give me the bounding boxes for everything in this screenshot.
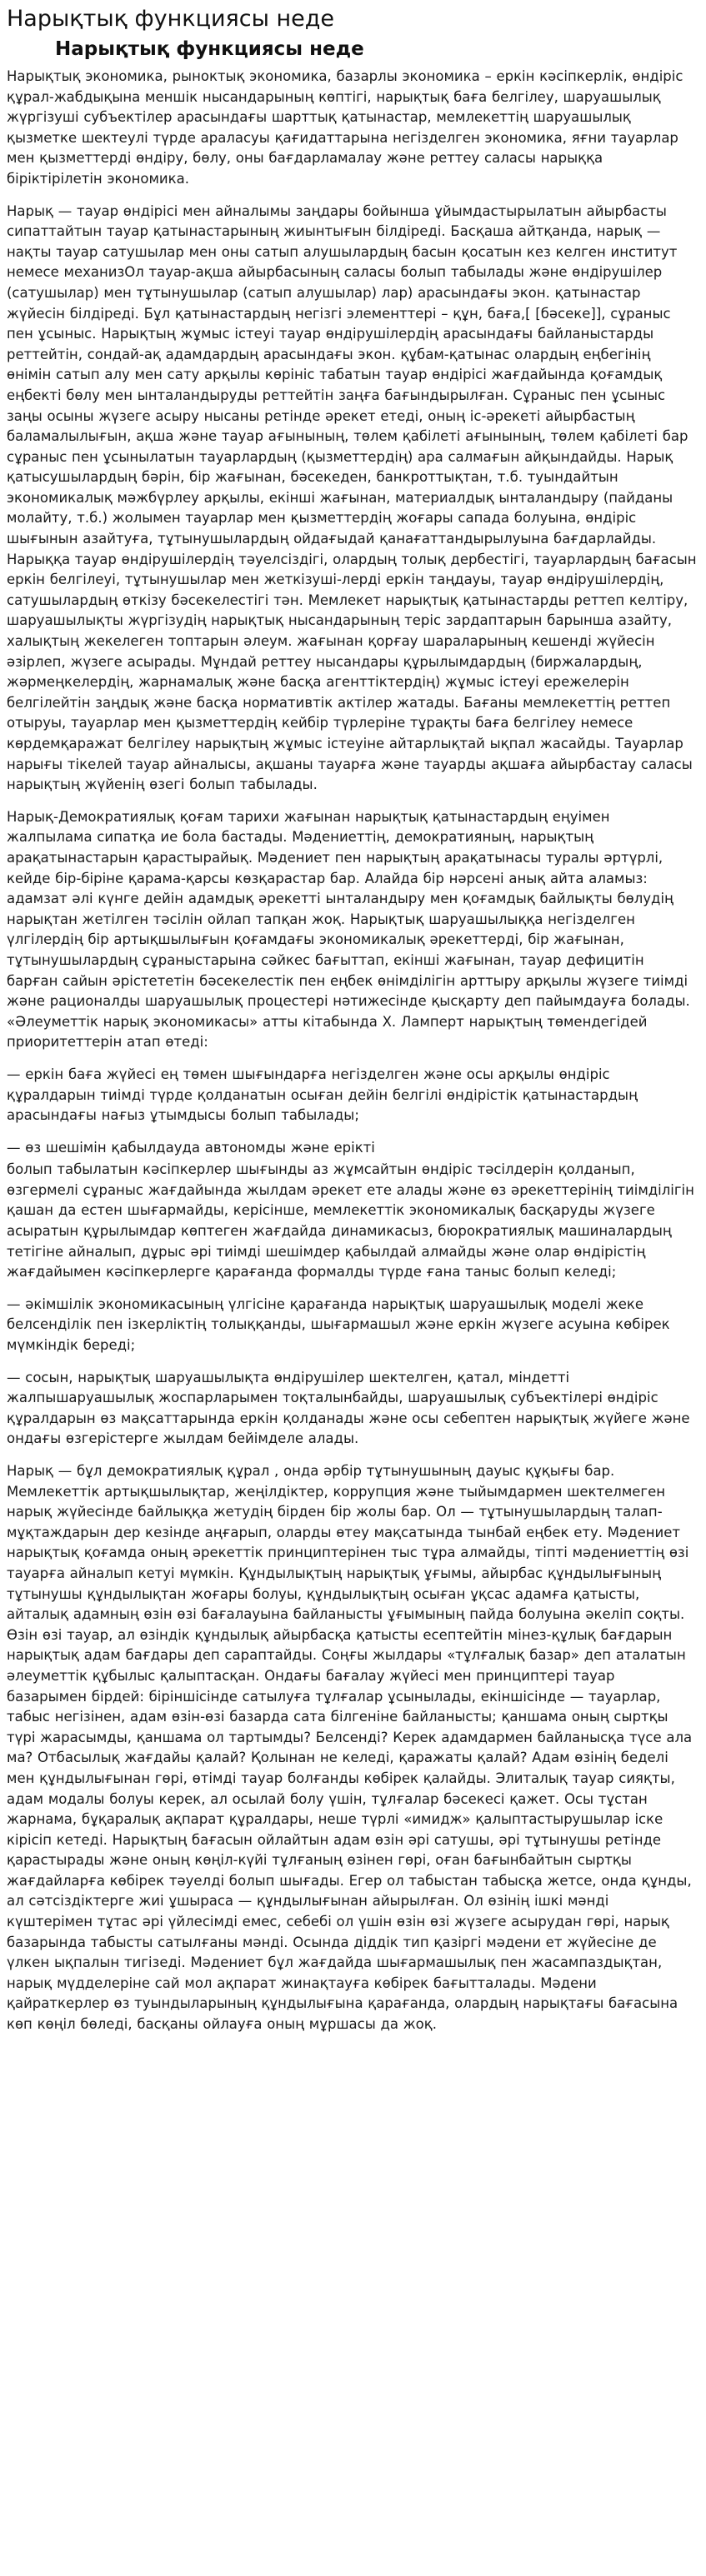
- paragraph-priority-price-system: — еркін баға жүйесі ең төмен шығындарға негізделген және осы арқылы өндіріс құралдарын тиімді түрде қолданатын осыған дейін белгілі өндірістік қатынастардың арасындағы нағыз ұтымдысы болып табылады;: [7, 1066, 638, 1124]
- paragraph-market-definition: Нарық — тауар өндірісі мен айналымы заңдары бойынша ұйымдастырылатын айырбасты сипаттайтын тауар қатынастарының жиынтығын білдіреді. Басқаша айтқанда, нарық — нақты тауар сатушылар мен оны сатып алушылардың басын қосатын кез келген институт немесе механизОл тауар-ақша айырбасының саласы болып табылады және өндірушілер (сатушылар) мен тұтынушылар (сатып алушылар) лар) арасындағы экон. қатынастар жүйесін білдіреді. Бұл қатынастардың негізгі элементтері – құн, баға,[ [бәсеке]], сұраныс пен ұсыныс. Нарықтың жұмыс істеуі тауар өндірушілердің арасындағы байланыстарды реттейтін, сондай-ақ адамдардың арасындағы экон. құбам-қатынас олардың еңбегінің өнімін сатып алу мен сату арқылы көрініс табатын тауар өндірісі жағдайында қоғамдық еңбекті бөлу мен ынталандыруды реттейтін заңға бағындырылған. Сұраныс пен ұсыныс заңы осыны жүзеге асыру нысаны ретінде әрекет етеді, оның іс-әрекеті айырбастың баламалылығын, ақша және тауар ағынының, төлем қабілеті ағынының, төлем қабілеті бар сұраныс пен ұсынылатын тауарлардың (қызметтердің) ара салмағын айқындайды. Нарық қатысушылардың бәрін, бір жағынан, бәсекеден, банкроттықтан, т.б. туындайтын экономикалық мәжбүрлеу арқылы, екінші жағынан, материалдық ынталандыру (пайданы молайту, т.б.) жолымен тауарлар мен қызметтердің жоғары сапада болуына, өндіріс шығынын азайтуға, тұтынушылардың ойдағыдай қанағаттандырылуына бағдарлайды. Нарыққа тауар өндірушілердің тәуелсіздігі, олардың толық дербестігі, тауарлардың бағасын еркін белгілеуі, тұтынушылар мен жеткізуші-лерді еркін таңдауы, тауар өндірушілердің, сатушылардың өткізу бәсекелестігі тән. Мемлекет нарықтық қатынастарды реттеп келтіру, шаруашылықты жүргізудің нарықтық нысандарының теріс зардаптарын барынша азайту, халықтың жекелеген топтарын әлеум. жағынан қорғау шараларының кешенді жүйесін әзірлеп, жүзеге асырады. Мұндай реттеу нысандары құрылымдардың (биржалардың, жәрмеңкелердің, жарнамалық және басқа агенттіктердің) жұмыс істеуі ережелерін белгілейтін заңдық және басқа нормативтік актілер жатады. Бағаны мемлекеттің реттеп отыруы, тауарлар мен қызметтердің кейбір түрлеріне тұрақты баға белгілеу немесе көрдемқаражат белгілеу нарықтың жұмыс істеуіне айтарлықтай ықпал жасайды. Тауарлар нарығы тікелей тауар айналысы, ақшаны тауарға және тауарды ақшаға айырбастау саласы нарықтың жүйенің өзегі болып табылады.: [7, 202, 697, 793]
- page-title: Нарықтық функциясы неде: [7, 6, 335, 32]
- paragraph-priority-autonomy: — өз шешімін қабылдауда автономды және ерікті: [7, 1139, 375, 1156]
- paragraph-priority-entrepreneurs: болып табылатын кәсіпкерлер шығынды аз жұмсайтын өндіріс тәсілдерін қолданып, өзгермелі сұраныс жағдайында жылдам әрекет ете алады және өз әрекеттерінің тиімділігін қашан да естен шығармайды, керісінше, мемлекеттік экономикалық басқаруды жүзеге асыратын құрылымдар көптеген жағдайда динамикасыз, бюрократиялық машиналардың тетігіне айналып, дұрыс әрі тиімді шешімдер қабылдай алмайды және олар өндірістің жағдайымен кәсіпкерлерге қарағанда формалды түрде ғана таныс болып келеді;: [7, 1161, 694, 1281]
- paragraph-democracy: Нарық-Демократиялық қоғам тарихи жағынан нарықтық қатынастардың еңуімен жалпылама сипатқа ие бола бастады. Мәдениеттің, демократияның, нарықтың арақатынастарын қарастырайық. Мәдениет пен нарықтың арақатынасы туралы әртүрлі, кейде бір-біріне қарама-қарсы көзқарастар бар. Алайда бір нәрсені анық айта аламыз: адамзат әлі күнге дейін адамдық әрекетті ынталандыру мен қоғамдық байлықты бөлудің нарықтан жетілген тәсілін ойлап тапқан жоқ. Нарықтық шаруашылыққа негізделген үлгілердің бір артықшылығын қоғамдағы экономикалық әрекеттерді, бір жағынан, тұтынушылардың сұраныстарына сәйкес бағыттап, екінші жағынан, тауар дефицитін барған сайын әрістететін бәсекелестік пен еңбек өнімділігін арттыру арқылы жүзеге тиімді және рационалды шаруашылық процестері нәтижесінде қысқарту деп пайымдауға болады. «Әлеуметтік нарық экономикасы» атты кітабында Х. Ламперт нарықтың төмендегідей приоритеттерін атап өтеді:: [7, 808, 690, 1051]
- paragraph-priority-adaptation: — сосын, нарықтық шаруашылықта өндірушілер шектелген, қатал, міндетті жалпышаруашылық жоспарларымен тоқталынбайды, шаруашылық субъектілері өндіріс құралдарын өз мақсаттарында еркін қолданады және осы себептен нарықтық жүйеге және ондағы өзгерістерге жылдам бейімделе алады.: [7, 1369, 690, 1447]
- paragraph-priority-initiative: — әкімшілік экономикасының үлгісіне қарағанда нарықтық шаруашылық моделі жеке белсенділік пен ізкерліктің толыққанды, шығармашыл және еркін жүзеге асуына көбірек мүмкіндік береді;: [7, 1295, 670, 1354]
- paragraph-intro: Нарықтық экономика, рыноктық экономика, базарлы экономика – еркін кәсіпкерлік, өндіріс құрал-жабдықына меншік нысандарының көптігі, нарықтық баға белгілеу, шаруашылық жүргізуші субъектілер арасындағы шарттық қатынастар, мемлекеттің шаруашылық қызметке шектеулі түрде араласуы қағидаттарына негізделген экономика, яғни тауарлар мен қызметтерді өндіру, бөлу, оны бағдарламалау және реттеу саласы нарыққа біріктірілетін экономика.: [7, 68, 683, 187]
- section-heading: Нарықтық функциясы неде: [55, 38, 364, 60]
- paragraph-democratic-tool: Нарық — бұл демократиялық құрал , онда әрбір тұтынушының дауыс құқығы бар. Мемлекеттік артықшылықтар, жеңілдіктер, коррупция және тыйымдармен шектелмеген нарық жүйесінде байлыққа жетудің бірден бір жолы бар. Ол — тұтынушылардың талап-мұқтаждарын дер кезінде аңғарып, оларды өтеу мақсатында тынбай еңбек ету. Мәдениет нарықтық қоғамда оның әрекеттік принциптерінен тыс тұра алмайды, тіпті мәдениеттің өзі тауарға айналып кетуі мүмкін. Құндылықтың нарықтық ұғымы, айырбас құндылығының тұтынушы құндылықтан жоғары болуы, құндылықтың осыған ұқсас адамға қатысты, айталық адамның өзін өзі бағалауына байланысты ұғымының пайда болуына әкеліп соқты. Өзін өзі тауар, ал өзіндік құндылық айырбасқа қатысты есептейтін мінез-құлық бағдарын нарықтық адам бағдары деп сараптайды. Соңғы жылдары «тұлғалық базар» деп аталатын әлеуметтік құбылыс қалыптасқан. Ондағы бағалау жүйесі мен принциптері тауар базарымен бірдей: біріншісінде сатылуға тұлғалар ұсынылады, екіншісінде — тауарлар, табыс негізінен, адам өзін-өзі базарда сата білгеніне байланысты; қаншама оның сыртқы түрі жарасымды, қаншама ол тартымды? Белсенді? Керек адамдармен байланысқа түсе ала ма? Отбасылық жағдайы қалай? Қолынан не келеді, қаражаты қалай? Адам өзінің беделі мен құндылығынан гөрі, өтімді тауар болғанды көбірек қалайды. Элиталық тауар сияқты, адам модалы болуы керек, ал осылай болу үшін, тұлғалар бәсекесі қажет. Осы тұстан жарнама, бұқаралық ақпарат құралдары, неше түрлі «имидж» қалыптастырушылар іске кірісіп кетеді. Нарықтың бағасын ойлайтын адам өзін әрі сатушы, әрі тұтынушы ретінде қарастырады және оның көңіл-күйі тұлғаның өзінен гөрі, оған бағынбайтын сыртқы жағдайларға көбірек тәуелді болып шығады. Егер ол табыстан табысқа жетсе, онда құнды, ал сәтсіздіктерге жиі ұшыраса — құндылығынан айырылған. Ол өзінің ішкі мәнді күштерімен тұтас әрі үйлесімді емес, себебі ол үшін өзін өзі жүзеге асырудан гөрі, нарық базарында табысты сатылғаны мәнді. Осында діддік тип қазіргі мәдени ет жүйесіне де үлкен ықпалын тигізеді. Мәдениет бұл жағдайда шығармашылық пен жасампаздықтан, нарық мүдделеріне сай мол ақпарат жинақтауға көбірек бағытталады. Мәдени қайраткерлер өз туындыларының құндылығына қарағанда, олардың нарықтағы бағасына көп көңіл бөледі, басқаны ойлауға оның мұршасы да жоқ.: [7, 1463, 693, 2033]
